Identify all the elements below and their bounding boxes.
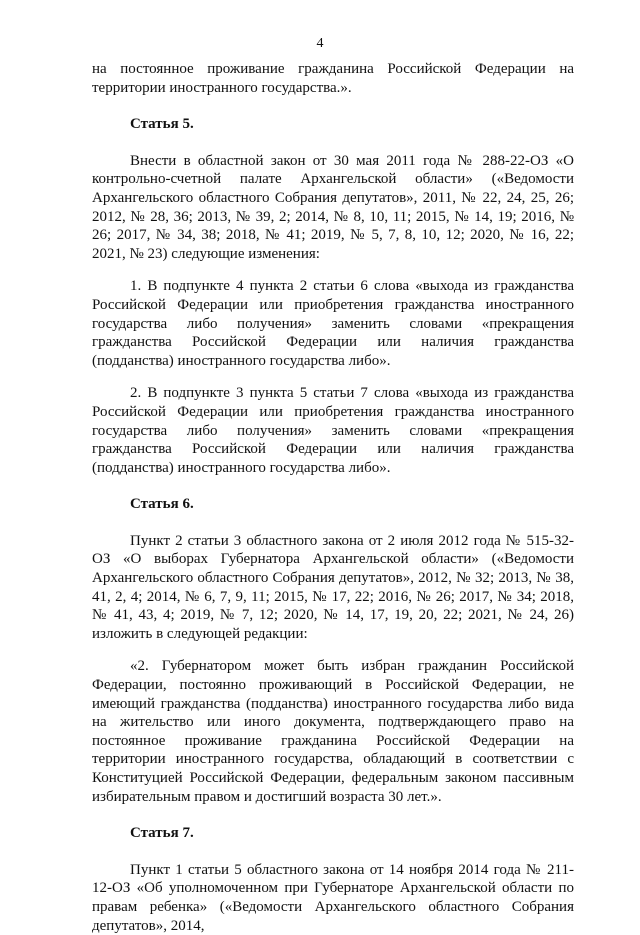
spacer bbox=[92, 477, 574, 495]
spacer bbox=[92, 263, 574, 277]
paragraph: 1. В подпункте 4 пункта 2 статьи 6 слова «выхода из гражданства Российской Федерации или приобретения гражданства иностранного государства либо получения» заменить словами «прекращения гражданства Российской Федерации или наличия гражданства (подданства) иностранного государства либо». bbox=[92, 278, 574, 369]
spacer bbox=[92, 806, 574, 824]
page-number: 4 bbox=[316, 36, 324, 51]
document-body bbox=[92, 60, 574, 935]
article-heading: Статья 7. bbox=[130, 825, 194, 842]
spacer bbox=[92, 514, 574, 532]
paragraph: Внести в областной закон от 30 мая 2011 года № 288-22-ОЗ «О контрольно-счетной палате Архангельской области» («Ведомости Архангельского областного Собрания депутатов», 2011, № 22, 24, 25, 26; 2012, № 28, 36; 2013, № 39, 2; 2014, № 8, 10, 11; 2015, № 14, 19; 2016, № 26; 2017, № 34, 38; 2018, № 41; 2019, № 5, 7, 8, 10, 12; 2020, № 16, 22; 2021, № 23) следующие изменения: bbox=[92, 152, 574, 262]
paragraph: на постоянное проживание гражданина Российской Федерации на территории иностранного государства.». bbox=[92, 61, 574, 96]
paragraph: Пункт 1 статьи 5 областного закона от 14 ноября 2014 года № 211-12-ОЗ «Об уполномоченном при Губернаторе Архангельской области по правам ребенка» («Ведомости Архангельского областного Собрания депутатов», 2014, bbox=[92, 861, 574, 934]
spacer bbox=[92, 843, 574, 861]
paragraph: «2. Губернатором может быть избран гражданин Российской Федерации, постоянно проживающий в Российской Федерации, не имеющий гражданства (подданства) иностранного государства либо вида на жительство или иного документа, подтверждающего право на постоянное проживание гражданина Российской Федерации на территории иностранного государства, обладающий в соответствии с Конституцией Российской Федерации, федеральным законом пассивным избирательным правом и достигший возраста 30 лет.». bbox=[92, 658, 574, 805]
spacer bbox=[92, 370, 574, 384]
paragraph: 2. В подпункте 3 пункта 5 статьи 7 слова «выхода из гражданства Российской Федерации или приобретения гражданства иностранного государства либо получения» заменить словами «прекращения гражданства Российской Федерации или наличия гражданства (подданства) иностранного государства либо». bbox=[92, 385, 574, 476]
article-heading: Статья 5. bbox=[130, 116, 194, 133]
spacer bbox=[92, 643, 574, 657]
spacer bbox=[92, 134, 574, 152]
spacer bbox=[92, 97, 574, 115]
paragraph: Пункт 2 статьи 3 областного закона от 2 июля 2012 года № 515-32-ОЗ «О выборах Губернатора Архангельской области» («Ведомости Архангельского областного Собрания депутатов», 2012, № 32; 2013, № 38, 41, 2, 4; 2014, № 6, 7, 9, 11; 2015, № 17, 22; 2016, № 26; 2017, № 34; 2018, № 41, 43, 4; 2019, № 7, 12; 2020, № 14, 17, 19, 20, 22; 2021, № 24, 26) изложить в следующей редакции: bbox=[92, 532, 574, 642]
article-heading: Статья 6. bbox=[130, 496, 194, 513]
